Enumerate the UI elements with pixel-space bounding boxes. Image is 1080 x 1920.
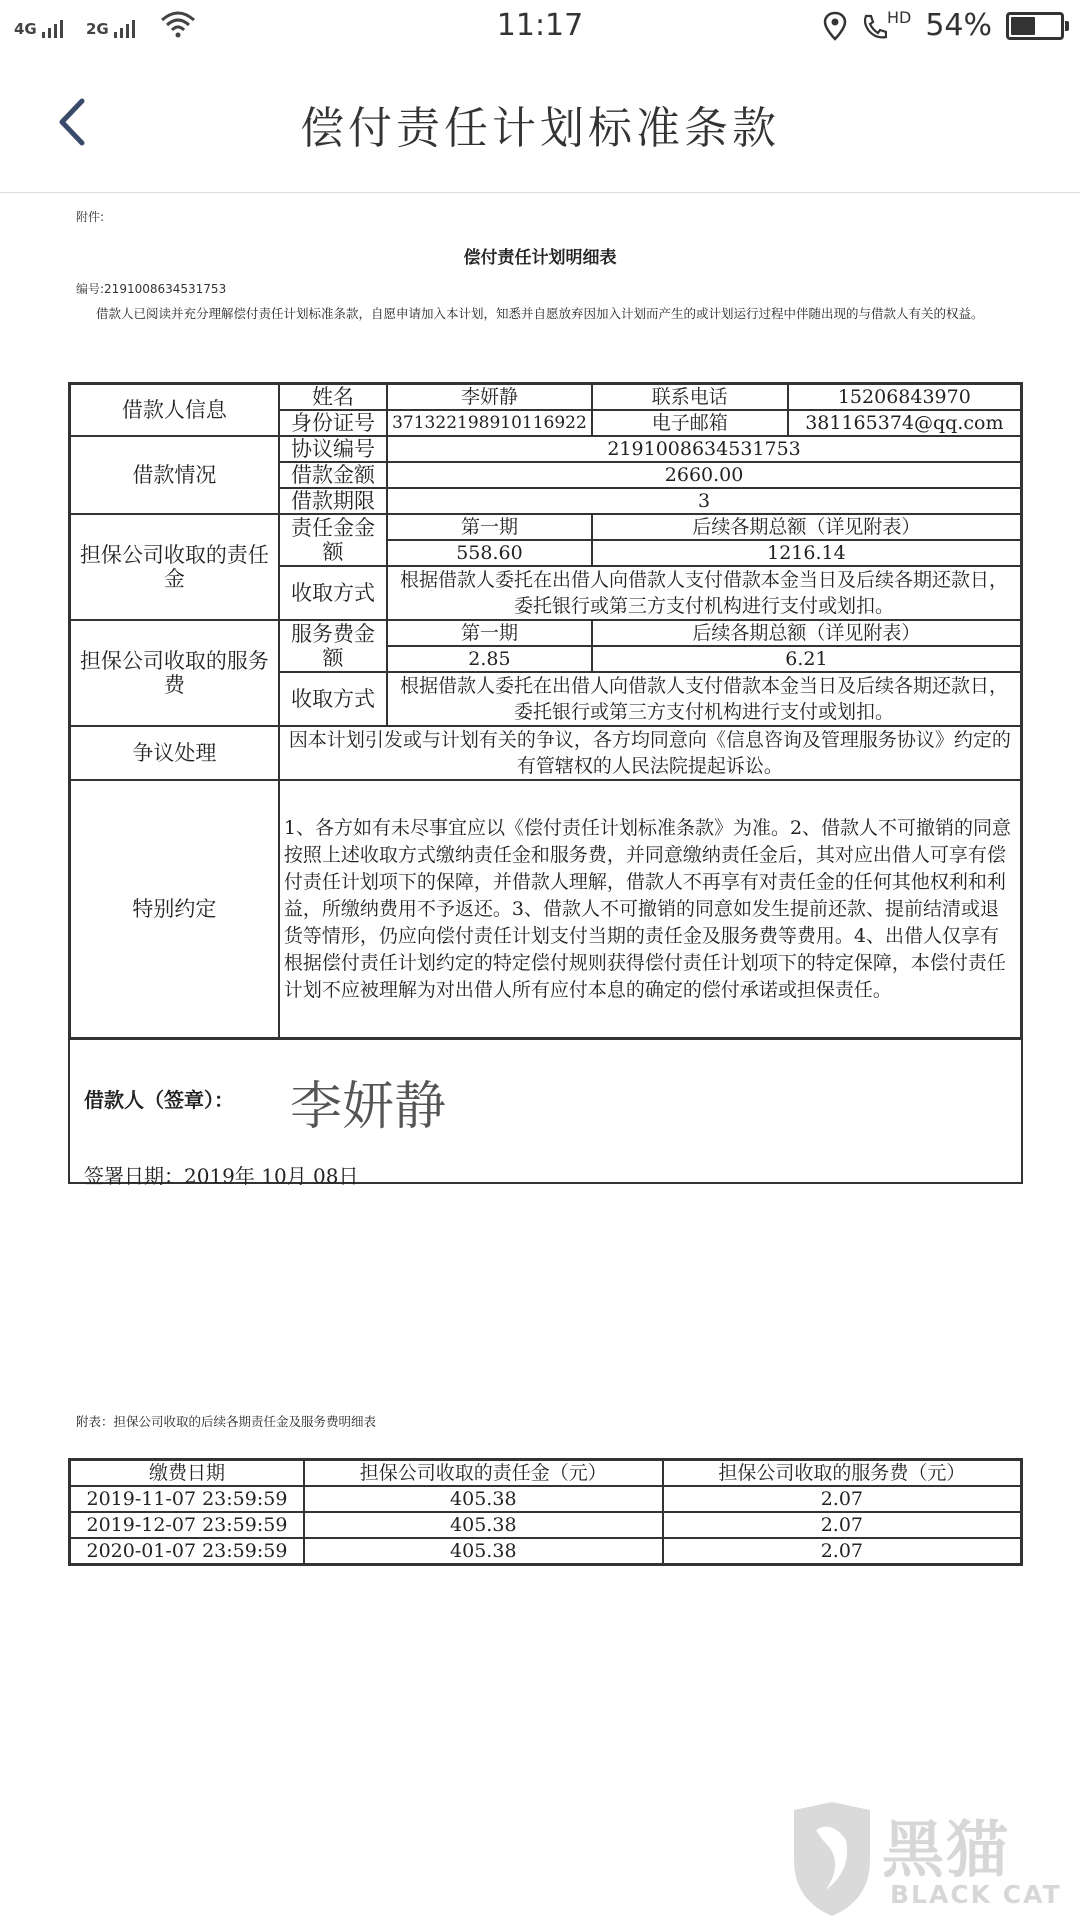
term-value: 3 (387, 488, 1021, 514)
term-label: 借款期限 (279, 488, 387, 514)
liability-subsequent-value: 1216.14 (592, 540, 1022, 566)
header-date: 缴费日期 (70, 1460, 304, 1487)
nav-header (0, 52, 1080, 193)
appendix-table (68, 1458, 1023, 1566)
service-subsequent-label: 后续各期总额（详见附表） (592, 620, 1022, 646)
special-text: 1、各方如有未尽事宜应以《偿付责任计划标准条款》为准。2、借款人不可撤销的同意按照上述收取方式缴纳责任金和服务费，并同意缴纳责任金后，其对应出借人可享有偿付责任计划项下的保障，并借款人理解，借款人不再享有对责任金的任何其他权利和利益，所缴纳费用不予返还。3、借款人不可撤销的同意如发生提前还款、提前结清或退货等情形，仍应向偿付责任计划支付当期的责任金及服务费等费用。4、出借人仅享有根据偿付责任计划约定的特定偿付规则获得偿付责任计划项下的特定保障，本偿付责任计划不应被理解为对出借人所有应付本息的确定的偿付承诺或担保责任。 (279, 780, 1022, 1039)
liability-first-value: 558.60 (387, 540, 592, 566)
signature-name: 李妍静 (290, 1077, 447, 1137)
email-value: 381165374@qq.com (788, 410, 1022, 436)
cell-date: 2019-11-07 23:59:59 (70, 1486, 304, 1512)
table-header-row (70, 1460, 1022, 1487)
header-service: 担保公司收取的服务费（元） (663, 1460, 1022, 1487)
detail-table (68, 382, 1023, 1040)
hd-call (861, 8, 911, 43)
subsequent-label: 后续各期总额（详见附表） (592, 514, 1022, 540)
table-row (70, 620, 1022, 646)
agreement-label: 协议编号 (279, 436, 387, 462)
battery-text: 54% (925, 8, 992, 43)
document-number: 编号:2191008634531753 (76, 282, 227, 296)
dispute-text: 因本计划引发或与计划有关的争议，各方均同意向《信息咨询及管理服务协议》约定的有管辖权的人民法院提起诉讼。 (279, 726, 1022, 780)
service-collect-method-text: 根据借款人委托在出借人向借款人支付借款本金当日及后续各期还款日，委托银行或第三方支付机构进行支付或划扣。 (387, 672, 1021, 726)
watermark-text: 黑猫 (882, 1813, 1011, 1886)
network-2-label: 2G (85, 20, 109, 38)
attachment-label: 附件: (76, 210, 105, 224)
network-1-label: 4G (14, 20, 37, 38)
agreement-value: 2191008634531753 (387, 436, 1021, 462)
collect-method-label: 收取方式 (279, 566, 387, 620)
intro-paragraph: 借款人已阅读并充分理解偿付责任计划标准条款，自愿申请加入本计划，知悉并自愿放弃因加入计划而产生的或计划运行过程中伴随出现的与借款人有关的权益。 (96, 306, 984, 321)
first-period-label: 第一期 (387, 514, 592, 540)
table-row (70, 1538, 1022, 1565)
table-row (70, 780, 1022, 1039)
name-label: 姓名 (279, 384, 387, 411)
id-value: 371322198910116922 (387, 410, 592, 436)
cell-service: 2.07 (663, 1486, 1022, 1512)
table-row (70, 1486, 1022, 1512)
status-right (823, 8, 1064, 43)
table-row (70, 1512, 1022, 1538)
email-label: 电子邮箱 (592, 410, 788, 436)
cell-liability: 405.38 (304, 1486, 663, 1512)
table-row (70, 436, 1022, 462)
signature-block (68, 1034, 1023, 1188)
amount-label: 借款金额 (279, 462, 387, 488)
phone-icon (861, 13, 887, 41)
watermark-sub: BLACK CAT (890, 1880, 1062, 1909)
table-row (70, 384, 1022, 411)
status-bar (0, 0, 1080, 52)
hd-label: HD (886, 8, 912, 27)
cell-liability: 405.38 (304, 1538, 663, 1565)
borrower-info-label: 借款人信息 (70, 384, 279, 437)
page-title: 偿付责任计划标准条款 (300, 103, 780, 154)
service-subsequent-value: 6.21 (592, 646, 1022, 672)
table-row (70, 726, 1022, 780)
service-label: 担保公司收取的服务费 (70, 620, 279, 726)
location-icon (823, 11, 847, 41)
liability-label: 担保公司收取的责任金 (70, 514, 279, 620)
appendix-caption: 附表：担保公司收取的后续各期责任金及服务费明细表 (76, 1414, 377, 1429)
battery-fill (1011, 17, 1035, 35)
id-label: 身份证号 (279, 410, 387, 436)
cell-date: 2020-01-07 23:59:59 (70, 1538, 304, 1565)
service-first-period-label: 第一期 (387, 620, 592, 646)
service-first-value: 2.85 (387, 646, 592, 672)
amount-value: 2660.00 (387, 462, 1021, 488)
name-value: 李妍静 (387, 384, 592, 411)
table-row (70, 514, 1022, 540)
collect-method-text: 根据借款人委托在出借人向借款人支付借款本金当日及后续各期还款日，委托银行或第三方支付机构进行支付或划扣。 (387, 566, 1021, 620)
phone-label: 联系电话 (592, 384, 788, 411)
header-liability: 担保公司收取的责任金（元） (304, 1460, 663, 1487)
signature-label: 借款人（签章）： (84, 1088, 234, 1112)
cell-liability: 405.38 (304, 1512, 663, 1538)
loan-info-label: 借款情况 (70, 436, 279, 514)
special-label: 特别约定 (70, 780, 279, 1039)
cell-date: 2019-12-07 23:59:59 (70, 1512, 304, 1538)
battery-icon (1006, 12, 1064, 40)
cat-shield-icon (786, 1800, 878, 1918)
phone-value: 15206843970 (788, 384, 1022, 411)
service-collect-method-label: 收取方式 (279, 672, 387, 726)
document-title: 偿付责任计划明细表 (463, 248, 617, 268)
liability-amount-label: 责任金金额 (279, 514, 387, 566)
clock: 11:17 (496, 8, 584, 43)
sign-date: 签署日期：2019年 10月 08日 (84, 1164, 359, 1188)
cell-service: 2.07 (663, 1538, 1022, 1565)
dispute-label: 争议处理 (70, 726, 279, 780)
watermark (786, 1796, 1066, 1920)
service-amount-label: 服务费金额 (279, 620, 387, 672)
cell-service: 2.07 (663, 1512, 1022, 1538)
